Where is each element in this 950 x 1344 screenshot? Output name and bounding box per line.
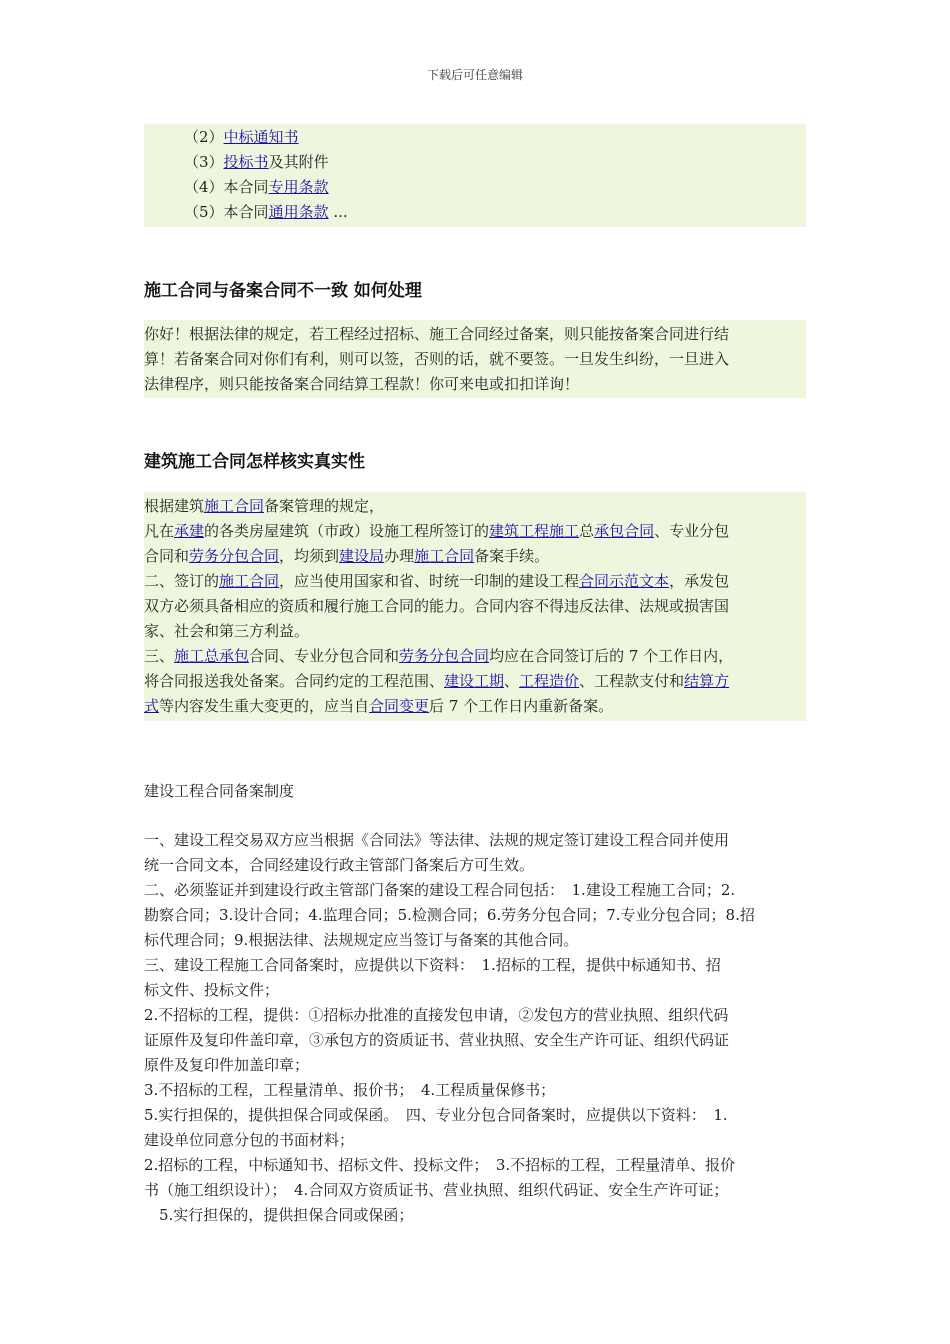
text-line: 二、必须鉴证并到建设行政主管部门备案的建设工程合同包括： 1.建设工程施工合同；2. (144, 881, 736, 899)
text-line: 三、建设工程施工合同备案时，应提供以下资料： 1.招标的工程，提供中标通知书、招 (144, 956, 721, 974)
text-line: 标代理合同；9.根据法律、法规规定应当签订与备案的其他合同。 (144, 931, 579, 949)
link-construction-period[interactable]: 建设工期 (444, 672, 505, 690)
text-line: 凡在承建的各类房屋建筑（市政）设施工程所签订的建筑工程施工总承包合同、专业分包 (144, 522, 730, 540)
text-line: 三、施工总承包合同、专业分包合同和劳务分包合同均应在合同签订后的 7 个工作日内， (144, 647, 734, 665)
text-line: 根据建筑施工合同备案管理的规定， (144, 497, 385, 515)
text-line: 二、签订的施工合同，应当使用国家和省、时统一印制的建设工程合同示范文本，承发包 (144, 572, 730, 590)
link-labor-subcontract[interactable]: 劳务分包合同 (189, 547, 280, 565)
link-tender-document[interactable]: 投标书 (223, 153, 269, 171)
section-title: 建筑施工合同怎样核实真实性 (144, 452, 365, 472)
text-line: 原件及复印件加盖印章； (144, 1056, 310, 1074)
link-project-cost[interactable]: 工程造价 (519, 672, 580, 690)
link-construction-contract-2[interactable]: 施工合同 (414, 547, 475, 565)
link-construction-bureau[interactable]: 建设局 (339, 547, 385, 565)
link-construction-contract-3[interactable]: 施工合同 (219, 572, 280, 590)
text-line: 建设单位同意分包的书面材料； (144, 1131, 355, 1149)
answer-block (144, 320, 806, 398)
text-line: 2.不招标的工程，提供：①招标办批准的直接发包申请，②发包方的营业执照、组织代码 (144, 1006, 729, 1024)
text-line: 一、建设工程交易双方应当根据《合同法》等法律、法规的规定签订建设工程合同并使用 (144, 831, 730, 849)
list-item: （5）本合同通用条款 ... (184, 203, 348, 221)
text-line: 统一合同文本，合同经建设行政主管部门备案后方可生效。 (144, 856, 535, 874)
section-title: 施工合同与备案合同不一致 如何处理 (144, 281, 422, 301)
list-item: （2）中标通知书 (184, 128, 299, 146)
link-general-contracting[interactable]: 施工总承包 (174, 647, 250, 665)
link-building-construction[interactable]: 建筑工程施工 (489, 522, 580, 540)
text-line: 合同和劳务分包合同，均须到建设局办理施工合同备案手续。 (144, 547, 550, 565)
page-header: 下载后可任意编辑 (426, 68, 523, 82)
contract-docs-list (144, 124, 806, 227)
text-line: 将合同报送我处备案。合同约定的工程范围、建设工期、工程造价、工程款支付和结算方 (144, 672, 730, 690)
list-item: （3）投标书及其附件 (184, 153, 329, 171)
text-line: 书（施工组织设计）； 4.合同双方资质证书、营业执照、组织代码证、安全生产许可证； (144, 1181, 729, 1199)
text-line: 证原件及复印件盖印章，③承包方的资质证书、营业执照、安全生产许可证、组织代码证 (144, 1031, 730, 1049)
link-construction-contract[interactable]: 施工合同 (204, 497, 265, 515)
link-contract-change[interactable]: 合同变更 (369, 697, 430, 715)
text-line: 标文件、投标文件； (144, 981, 280, 999)
link-settlement-method[interactable]: 结算方 (684, 672, 730, 690)
list-item: （4）本合同专用条款 (184, 178, 329, 196)
text-line: 法律程序，则只能按备案合同结算工程款！你可来电或扣扣详询！ (144, 375, 580, 393)
text-line: 5.实行担保的，提供担保合同或保函。 四、专业分包合同备案时，应提供以下资料： 1. (144, 1106, 728, 1124)
link-general-contract[interactable]: 承包合同 (594, 522, 655, 540)
document-body (144, 124, 806, 1228)
text-line: 5.实行担保的，提供担保合同或保函； (144, 1206, 414, 1224)
text-line: 3.不招标的工程，工程量清单、报价书； 4.工程质量保修书； (144, 1081, 556, 1099)
text-line: 勘察合同；3.设计合同；4.监理合同；5.检测合同；6.劳务分包合同；7.专业分包合同；8.招 (144, 906, 755, 924)
regulation-text (144, 828, 806, 1228)
text-line: 2.招标的工程，中标通知书、招标文件、投标文件； 3.不招标的工程，工程量清单、报价 (144, 1156, 736, 1174)
link-contract-template[interactable]: 合同示范文本 (579, 572, 670, 590)
text-line: 算！若备案合同对你们有利，则可以签，否则的话，就不要签。一旦发生纠纷，一旦进入 (144, 350, 730, 368)
link-settlement-method-cont[interactable]: 式 (144, 697, 160, 715)
link-special-terms[interactable]: 专用条款 (268, 178, 329, 196)
link-bid-award-notice[interactable]: 中标通知书 (223, 128, 299, 146)
link-labor-subcontract-2[interactable]: 劳务分包合同 (399, 647, 490, 665)
answer-block (144, 492, 806, 721)
text-line: 式等内容发生重大变更的，应当自合同变更后 7 个工作日内重新备案。 (144, 697, 614, 715)
text-line: 你好！根据法律的规定，若工程经过招标、施工合同经过备案，则只能按备案合同进行结 (144, 325, 730, 343)
section-title-plain: 建设工程合同备案制度 (144, 782, 295, 800)
link-undertake[interactable]: 承建 (174, 522, 205, 540)
text-line: 双方必须具备相应的资质和履行施工合同的能力。合同内容不得违反法律、法规或损害国 (144, 597, 730, 615)
link-general-terms[interactable]: 通用条款 (268, 203, 329, 221)
text-line: 家、社会和第三方利益。 (144, 622, 310, 640)
